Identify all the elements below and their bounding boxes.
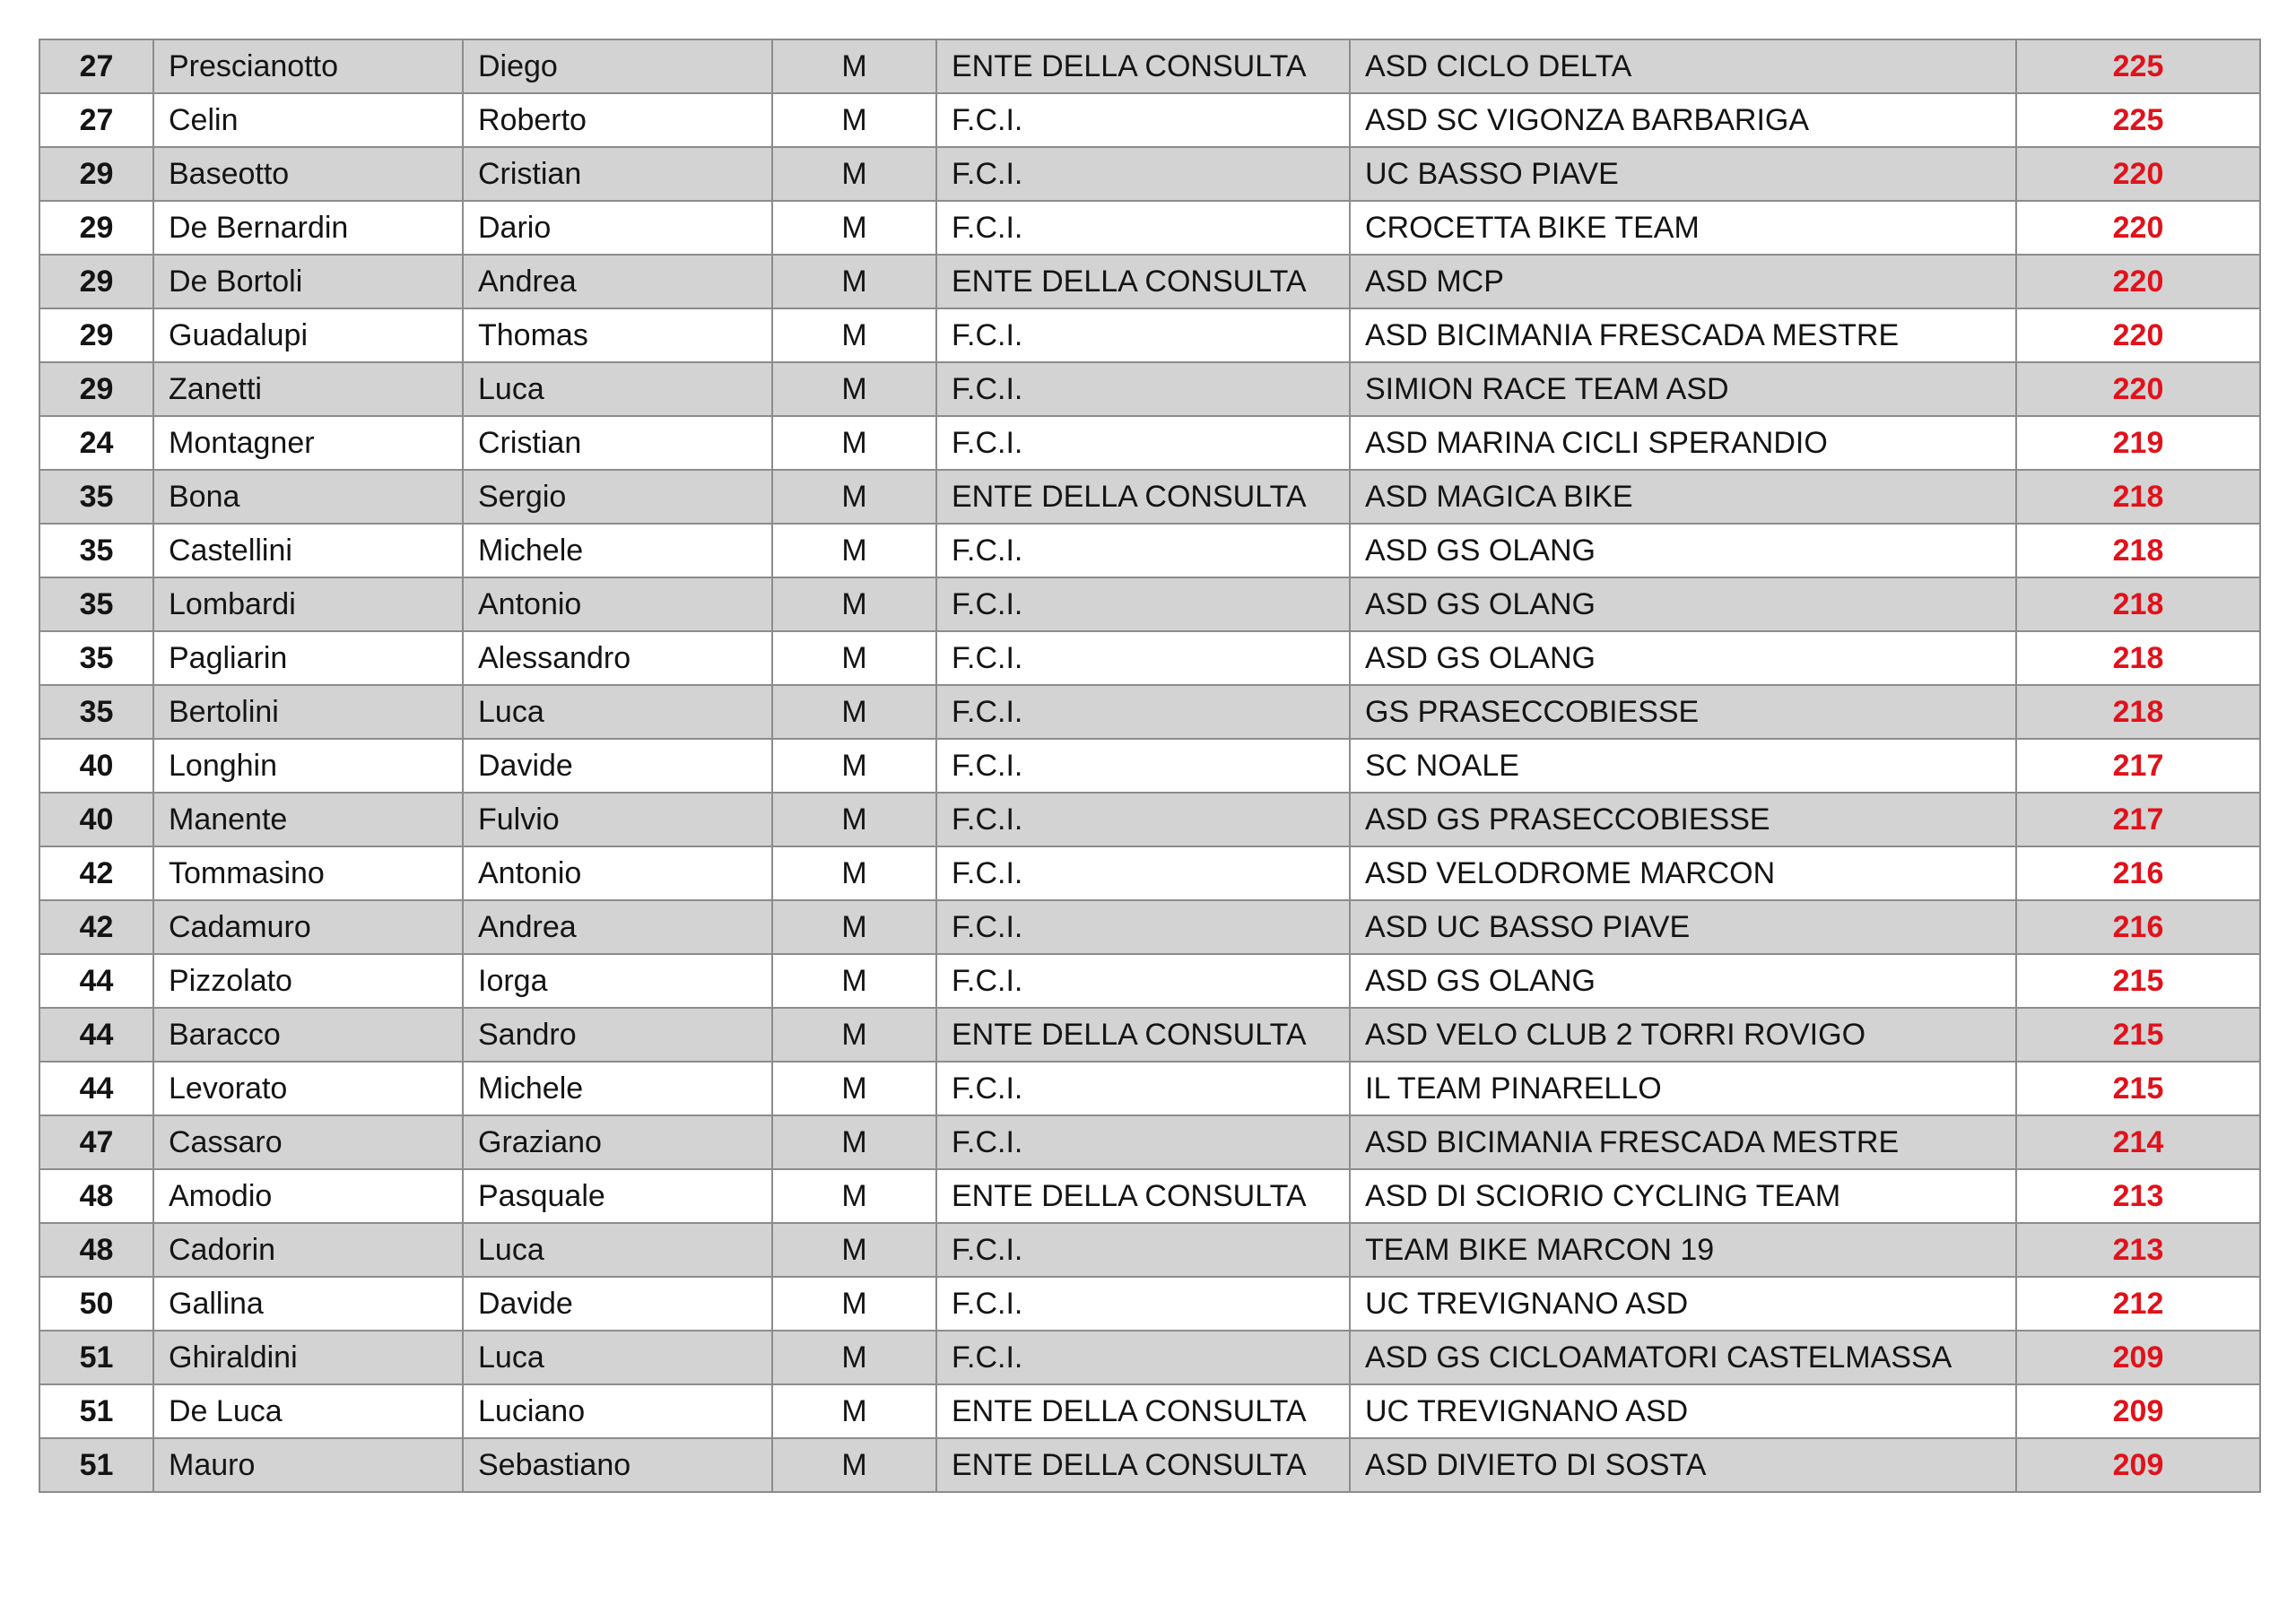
- points-cell: 209: [2016, 1331, 2260, 1384]
- position-cell: 51: [39, 1331, 153, 1384]
- team-cell: ASD MARINA CICLI SPERANDIO: [1350, 416, 2016, 470]
- sex-cell: M: [772, 631, 936, 685]
- sex-cell: M: [772, 1277, 936, 1331]
- surname-cell: Levorato: [153, 1062, 463, 1115]
- first-name-cell: Luca: [463, 1223, 772, 1277]
- first-name-cell: Sergio: [463, 470, 772, 524]
- team-cell: ASD GS OLANG: [1350, 631, 2016, 685]
- ente-cell: ENTE DELLA CONSULTA: [936, 1169, 1350, 1223]
- ente-cell: F.C.I.: [936, 793, 1350, 846]
- first-name-cell: Roberto: [463, 93, 772, 147]
- ente-cell: ENTE DELLA CONSULTA: [936, 1438, 1350, 1492]
- position-cell: 35: [39, 524, 153, 577]
- position-cell: 24: [39, 416, 153, 470]
- points-cell: 214: [2016, 1115, 2260, 1169]
- sex-cell: M: [772, 900, 936, 954]
- sex-cell: M: [772, 1223, 936, 1277]
- first-name-cell: Sebastiano: [463, 1438, 772, 1492]
- team-cell: UC BASSO PIAVE: [1350, 147, 2016, 201]
- team-cell: SC NOALE: [1350, 739, 2016, 793]
- points-cell: 219: [2016, 416, 2260, 470]
- first-name-cell: Andrea: [463, 255, 772, 308]
- first-name-cell: Diego: [463, 39, 772, 93]
- position-cell: 35: [39, 470, 153, 524]
- sex-cell: M: [772, 470, 936, 524]
- position-cell: 29: [39, 362, 153, 416]
- table-row: [39, 1331, 2260, 1384]
- team-cell: ASD VELO CLUB 2 TORRI ROVIGO: [1350, 1008, 2016, 1062]
- sex-cell: M: [772, 685, 936, 739]
- first-name-cell: Antonio: [463, 846, 772, 900]
- team-cell: ASD GS OLANG: [1350, 524, 2016, 577]
- ente-cell: F.C.I.: [936, 362, 1350, 416]
- points-cell: 217: [2016, 793, 2260, 846]
- position-cell: 42: [39, 900, 153, 954]
- ente-cell: F.C.I.: [936, 846, 1350, 900]
- surname-cell: Celin: [153, 93, 463, 147]
- table-row: [39, 1115, 2260, 1169]
- table-row: [39, 201, 2260, 255]
- position-cell: 35: [39, 577, 153, 631]
- sex-cell: M: [772, 577, 936, 631]
- ente-cell: ENTE DELLA CONSULTA: [936, 1384, 1350, 1438]
- table-row: [39, 255, 2260, 308]
- ente-cell: F.C.I.: [936, 954, 1350, 1008]
- ente-cell: F.C.I.: [936, 1277, 1350, 1331]
- points-cell: 220: [2016, 255, 2260, 308]
- ente-cell: F.C.I.: [936, 1223, 1350, 1277]
- ranking-table: [39, 39, 2261, 1493]
- team-cell: GS PRASECCOBIESSE: [1350, 685, 2016, 739]
- sex-cell: M: [772, 308, 936, 362]
- first-name-cell: Luciano: [463, 1384, 772, 1438]
- position-cell: 51: [39, 1438, 153, 1492]
- team-cell: ASD DI SCIORIO CYCLING TEAM: [1350, 1169, 2016, 1223]
- points-cell: 213: [2016, 1169, 2260, 1223]
- team-cell: ASD GS OLANG: [1350, 954, 2016, 1008]
- position-cell: 48: [39, 1223, 153, 1277]
- ente-cell: ENTE DELLA CONSULTA: [936, 470, 1350, 524]
- first-name-cell: Graziano: [463, 1115, 772, 1169]
- surname-cell: Amodio: [153, 1169, 463, 1223]
- ente-cell: F.C.I.: [936, 1115, 1350, 1169]
- sex-cell: M: [772, 739, 936, 793]
- table-row: [39, 739, 2260, 793]
- position-cell: 51: [39, 1384, 153, 1438]
- first-name-cell: Dario: [463, 201, 772, 255]
- surname-cell: Bertolini: [153, 685, 463, 739]
- table-row: [39, 1169, 2260, 1223]
- first-name-cell: Pasquale: [463, 1169, 772, 1223]
- team-cell: ASD GS CICLOAMATORI CASTELMASSA: [1350, 1331, 2016, 1384]
- points-cell: 218: [2016, 685, 2260, 739]
- points-cell: 217: [2016, 739, 2260, 793]
- ente-cell: F.C.I.: [936, 416, 1350, 470]
- sex-cell: M: [772, 1384, 936, 1438]
- table-row: [39, 1223, 2260, 1277]
- sex-cell: M: [772, 524, 936, 577]
- sex-cell: M: [772, 846, 936, 900]
- sex-cell: M: [772, 1438, 936, 1492]
- points-cell: 215: [2016, 1008, 2260, 1062]
- position-cell: 42: [39, 846, 153, 900]
- points-cell: 213: [2016, 1223, 2260, 1277]
- ente-cell: ENTE DELLA CONSULTA: [936, 39, 1350, 93]
- table-row: [39, 1438, 2260, 1492]
- first-name-cell: Sandro: [463, 1008, 772, 1062]
- sex-cell: M: [772, 1008, 936, 1062]
- team-cell: ASD CICLO DELTA: [1350, 39, 2016, 93]
- points-cell: 209: [2016, 1438, 2260, 1492]
- sex-cell: M: [772, 93, 936, 147]
- surname-cell: Baracco: [153, 1008, 463, 1062]
- surname-cell: Ghiraldini: [153, 1331, 463, 1384]
- surname-cell: Manente: [153, 793, 463, 846]
- team-cell: ASD GS PRASECCOBIESSE: [1350, 793, 2016, 846]
- ente-cell: F.C.I.: [936, 685, 1350, 739]
- table-row: [39, 900, 2260, 954]
- surname-cell: Pagliarin: [153, 631, 463, 685]
- position-cell: 50: [39, 1277, 153, 1331]
- team-cell: TEAM BIKE MARCON 19: [1350, 1223, 2016, 1277]
- team-cell: ASD MCP: [1350, 255, 2016, 308]
- surname-cell: De Luca: [153, 1384, 463, 1438]
- team-cell: ASD UC BASSO PIAVE: [1350, 900, 2016, 954]
- points-cell: 216: [2016, 900, 2260, 954]
- points-cell: 220: [2016, 362, 2260, 416]
- surname-cell: Lombardi: [153, 577, 463, 631]
- points-cell: 218: [2016, 577, 2260, 631]
- table-row: [39, 39, 2260, 93]
- position-cell: 27: [39, 39, 153, 93]
- table-row: [39, 1384, 2260, 1438]
- sex-cell: M: [772, 39, 936, 93]
- points-cell: 218: [2016, 631, 2260, 685]
- ente-cell: F.C.I.: [936, 631, 1350, 685]
- table-row: [39, 147, 2260, 201]
- ente-cell: F.C.I.: [936, 1331, 1350, 1384]
- table-row: [39, 93, 2260, 147]
- sex-cell: M: [772, 201, 936, 255]
- first-name-cell: Antonio: [463, 577, 772, 631]
- surname-cell: Cadamuro: [153, 900, 463, 954]
- table-row: [39, 954, 2260, 1008]
- points-cell: 215: [2016, 954, 2260, 1008]
- table-row: [39, 1062, 2260, 1115]
- first-name-cell: Davide: [463, 1277, 772, 1331]
- points-cell: 209: [2016, 1384, 2260, 1438]
- table-row: [39, 416, 2260, 470]
- ente-cell: F.C.I.: [936, 524, 1350, 577]
- surname-cell: Castellini: [153, 524, 463, 577]
- points-cell: 225: [2016, 93, 2260, 147]
- sex-cell: M: [772, 1331, 936, 1384]
- position-cell: 47: [39, 1115, 153, 1169]
- team-cell: ASD DIVIETO DI SOSTA: [1350, 1438, 2016, 1492]
- surname-cell: Longhin: [153, 739, 463, 793]
- surname-cell: Baseotto: [153, 147, 463, 201]
- points-cell: 212: [2016, 1277, 2260, 1331]
- table-row: [39, 362, 2260, 416]
- position-cell: 44: [39, 1008, 153, 1062]
- ente-cell: F.C.I.: [936, 93, 1350, 147]
- team-cell: ASD MAGICA BIKE: [1350, 470, 2016, 524]
- table-row: [39, 1277, 2260, 1331]
- position-cell: 29: [39, 255, 153, 308]
- sex-cell: M: [772, 255, 936, 308]
- ente-cell: F.C.I.: [936, 308, 1350, 362]
- table-row: [39, 524, 2260, 577]
- first-name-cell: Michele: [463, 524, 772, 577]
- points-cell: 220: [2016, 147, 2260, 201]
- points-cell: 215: [2016, 1062, 2260, 1115]
- surname-cell: De Bortoli: [153, 255, 463, 308]
- surname-cell: Guadalupi: [153, 308, 463, 362]
- surname-cell: Montagner: [153, 416, 463, 470]
- surname-cell: Gallina: [153, 1277, 463, 1331]
- position-cell: 35: [39, 631, 153, 685]
- sex-cell: M: [772, 362, 936, 416]
- team-cell: ASD VELODROME MARCON: [1350, 846, 2016, 900]
- sex-cell: M: [772, 1062, 936, 1115]
- ente-cell: F.C.I.: [936, 201, 1350, 255]
- first-name-cell: Cristian: [463, 416, 772, 470]
- position-cell: 40: [39, 793, 153, 846]
- position-cell: 35: [39, 685, 153, 739]
- sex-cell: M: [772, 1115, 936, 1169]
- table-row: [39, 846, 2260, 900]
- points-cell: 218: [2016, 524, 2260, 577]
- ente-cell: F.C.I.: [936, 1062, 1350, 1115]
- team-cell: ASD GS OLANG: [1350, 577, 2016, 631]
- points-cell: 225: [2016, 39, 2260, 93]
- team-cell: UC TREVIGNANO ASD: [1350, 1277, 2016, 1331]
- surname-cell: Zanetti: [153, 362, 463, 416]
- points-cell: 218: [2016, 470, 2260, 524]
- table-row: [39, 685, 2260, 739]
- position-cell: 40: [39, 739, 153, 793]
- points-cell: 220: [2016, 201, 2260, 255]
- ente-cell: F.C.I.: [936, 147, 1350, 201]
- surname-cell: Mauro: [153, 1438, 463, 1492]
- first-name-cell: Luca: [463, 685, 772, 739]
- table-row: [39, 577, 2260, 631]
- team-cell: ASD SC VIGONZA BARBARIGA: [1350, 93, 2016, 147]
- points-cell: 220: [2016, 308, 2260, 362]
- table-row: [39, 631, 2260, 685]
- surname-cell: Tommasino: [153, 846, 463, 900]
- first-name-cell: Luca: [463, 362, 772, 416]
- team-cell: IL TEAM PINARELLO: [1350, 1062, 2016, 1115]
- sex-cell: M: [772, 416, 936, 470]
- first-name-cell: Luca: [463, 1331, 772, 1384]
- position-cell: 48: [39, 1169, 153, 1223]
- surname-cell: Prescianotto: [153, 39, 463, 93]
- first-name-cell: Cristian: [463, 147, 772, 201]
- team-cell: ASD BICIMANIA FRESCADA MESTRE: [1350, 1115, 2016, 1169]
- first-name-cell: Fulvio: [463, 793, 772, 846]
- first-name-cell: Davide: [463, 739, 772, 793]
- first-name-cell: Andrea: [463, 900, 772, 954]
- team-cell: UC TREVIGNANO ASD: [1350, 1384, 2016, 1438]
- table-row: [39, 470, 2260, 524]
- ente-cell: F.C.I.: [936, 577, 1350, 631]
- table-row: [39, 1008, 2260, 1062]
- first-name-cell: Michele: [463, 1062, 772, 1115]
- ente-cell: ENTE DELLA CONSULTA: [936, 1008, 1350, 1062]
- surname-cell: Bona: [153, 470, 463, 524]
- team-cell: SIMION RACE TEAM ASD: [1350, 362, 2016, 416]
- ranking-table-body: [39, 39, 2260, 1492]
- position-cell: 44: [39, 954, 153, 1008]
- ente-cell: F.C.I.: [936, 900, 1350, 954]
- position-cell: 29: [39, 201, 153, 255]
- position-cell: 27: [39, 93, 153, 147]
- ente-cell: F.C.I.: [936, 739, 1350, 793]
- first-name-cell: Alessandro: [463, 631, 772, 685]
- first-name-cell: Thomas: [463, 308, 772, 362]
- surname-cell: De Bernardin: [153, 201, 463, 255]
- first-name-cell: Iorga: [463, 954, 772, 1008]
- sex-cell: M: [772, 793, 936, 846]
- surname-cell: Cadorin: [153, 1223, 463, 1277]
- sex-cell: M: [772, 1169, 936, 1223]
- surname-cell: Pizzolato: [153, 954, 463, 1008]
- table-row: [39, 793, 2260, 846]
- sex-cell: M: [772, 147, 936, 201]
- team-cell: CROCETTA BIKE TEAM: [1350, 201, 2016, 255]
- ente-cell: ENTE DELLA CONSULTA: [936, 255, 1350, 308]
- position-cell: 29: [39, 308, 153, 362]
- sex-cell: M: [772, 954, 936, 1008]
- position-cell: 44: [39, 1062, 153, 1115]
- points-cell: 216: [2016, 846, 2260, 900]
- team-cell: ASD BICIMANIA FRESCADA MESTRE: [1350, 308, 2016, 362]
- position-cell: 29: [39, 147, 153, 201]
- table-row: [39, 308, 2260, 362]
- surname-cell: Cassaro: [153, 1115, 463, 1169]
